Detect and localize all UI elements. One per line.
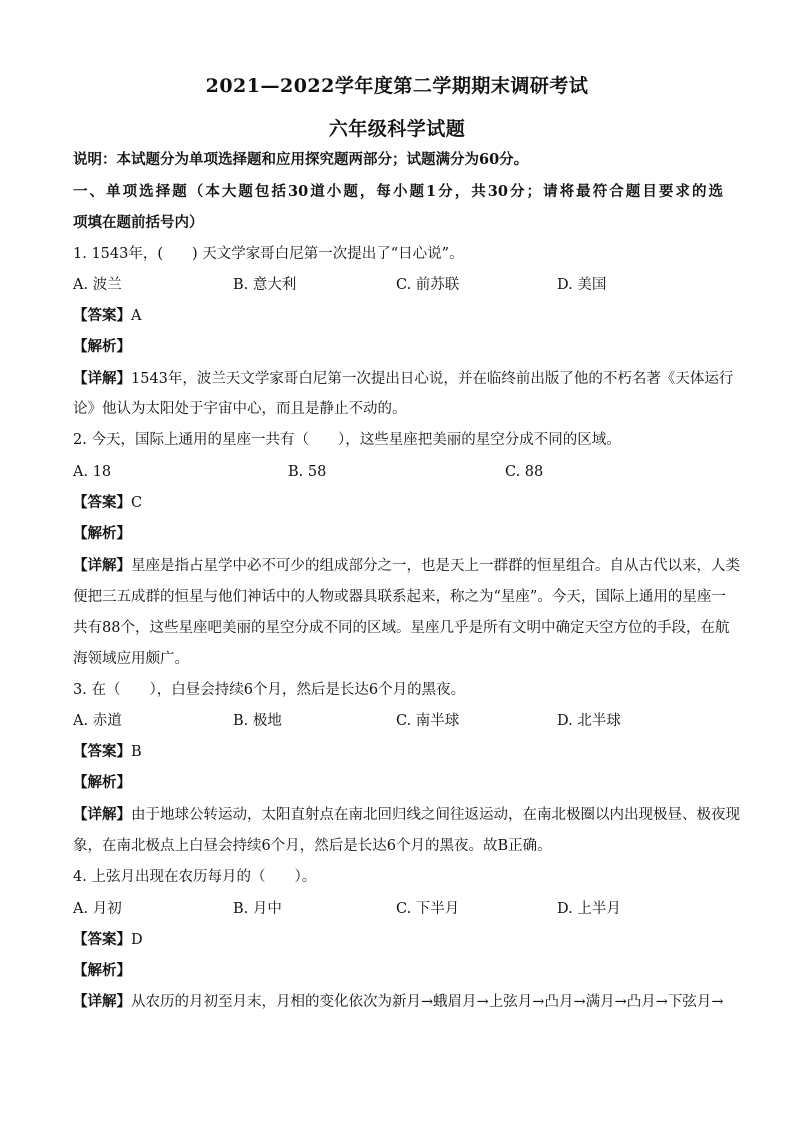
question-2-detail-text-1: 星座是指占星学中必不可少的组成部分之一，也是天上一群群的恒星组合。自从古代以来，人类 — [131, 558, 740, 574]
answer-label: 【答案】 — [73, 932, 131, 948]
question-4-answer-value: D — [131, 932, 143, 948]
question-4-option-d: D. 上半月 — [557, 901, 621, 917]
question-3-detail-line-2: 象，在南北极点上白昼会持续6个月，然后是长达6个月的黑夜。故B正确。 — [73, 838, 552, 854]
question-1-option-b: B. 意大利 — [233, 277, 297, 293]
question-3-option-d: D. 北半球 — [557, 713, 621, 729]
exam-subtitle: 六年级科学试题 — [328, 118, 466, 140]
question-1-answer-value: A — [131, 308, 142, 324]
question-1-option-d: D. 美国 — [557, 277, 607, 293]
question-4-analysis — [73, 961, 723, 981]
analysis-label: 【解析】 — [73, 526, 131, 542]
analysis-label: 【解析】 — [73, 339, 131, 355]
question-2-detail-line-3: 共有88个，这些星座吧美丽的星空分成不同的区域。星座几乎是所有文明中确定天空方位的手段，在航 — [73, 620, 730, 636]
question-2-option-a: A. 18 — [73, 464, 112, 480]
question-3-analysis — [73, 773, 723, 793]
question-1-analysis — [73, 337, 723, 357]
question-3-detail-line-1 — [73, 805, 740, 825]
question-2-stem: 2. 今天，国际上通用的星座一共有（ ），这些星座把美丽的星空分成不同的区域。 — [73, 432, 621, 448]
question-4-stem: 4. 上弦月出现在农历每月的（ ）。 — [73, 869, 317, 885]
detail-label: 【详解】 — [73, 994, 131, 1010]
question-1-option-a: A. 波兰 — [73, 277, 122, 293]
question-4-option-a: A. 月初 — [73, 901, 122, 917]
question-3-detail-text-1: 由于地球公转运动，太阳直射点在南北回归线之间往返运动，在南北极圈以内出现极昼、极夜现 — [131, 807, 740, 823]
detail-label: 【详解】 — [73, 807, 131, 823]
exam-instructions: 说明：本试题分为单项选择题和应用探究题两部分；试题满分为60分。 — [73, 151, 529, 168]
question-1-detail-line-2: 论》他认为太阳处于宇宙中心，而且是静止不动的。 — [73, 401, 407, 417]
question-3-stem: 3. 在（ ），白昼会持续6个月，然后是长达6个月的黑夜。 — [73, 682, 466, 698]
question-2-analysis — [73, 524, 723, 544]
question-4-detail-text-1: 从农历的月初至月末，月相的变化依次为新月→蛾眉月→上弦月→凸月→满月→凸月→下弦月→ — [131, 994, 724, 1010]
question-2-detail-line-1 — [73, 556, 740, 576]
question-3-option-b: B. 极地 — [233, 713, 282, 729]
question-1-answer — [73, 306, 723, 326]
answer-label: 【答案】 — [73, 308, 131, 324]
section-heading-line-1: 一、单项选择题（本大题包括30道小题，每小题1分，共30分；请将最符合题目要求的选 — [73, 183, 723, 200]
exam-title: 2021—2022学年度第二学期期末调研考试 — [205, 75, 589, 97]
question-1-option-c: C. 前苏联 — [396, 277, 460, 293]
question-4-option-c: C. 下半月 — [396, 901, 460, 917]
question-3-option-a: A. 赤道 — [73, 713, 122, 729]
answer-label: 【答案】 — [73, 495, 131, 511]
question-1-detail-text-1: 1543年，波兰天文学家哥白尼第一次提出日心说，并在临终前出版了他的不朽名著《天体运行 — [131, 371, 734, 387]
analysis-label: 【解析】 — [73, 963, 131, 979]
question-2-answer — [73, 493, 723, 513]
question-2-answer-value: C — [131, 495, 143, 511]
question-3-option-c: C. 南半球 — [396, 713, 460, 729]
question-4-answer — [73, 930, 723, 950]
question-1-stem: 1. 1543年，( ) 天文学家哥白尼第一次提出了“日心说”。 — [73, 246, 464, 262]
question-4-detail-line-1 — [73, 992, 723, 1012]
analysis-label: 【解析】 — [73, 775, 131, 791]
question-2-detail-line-4: 海领域应用颇广。 — [73, 651, 189, 667]
question-1-detail-line-1 — [73, 369, 734, 389]
question-4-option-b: B. 月中 — [233, 901, 282, 917]
section-heading-line-2: 项填在题前括号内） — [73, 214, 204, 231]
question-3-answer-value: B — [131, 744, 142, 760]
detail-label: 【详解】 — [73, 371, 131, 387]
detail-label: 【详解】 — [73, 558, 131, 574]
question-3-answer — [73, 742, 723, 762]
answer-label: 【答案】 — [73, 744, 131, 760]
question-2-detail-line-2: 便把三五成群的恒星与他们神话中的人物或器具联系起来，称之为“星座”。今天，国际上通用的星座一 — [73, 589, 726, 605]
question-2-option-b: B. 58 — [288, 464, 327, 480]
question-2-option-c: C. 88 — [505, 464, 544, 480]
